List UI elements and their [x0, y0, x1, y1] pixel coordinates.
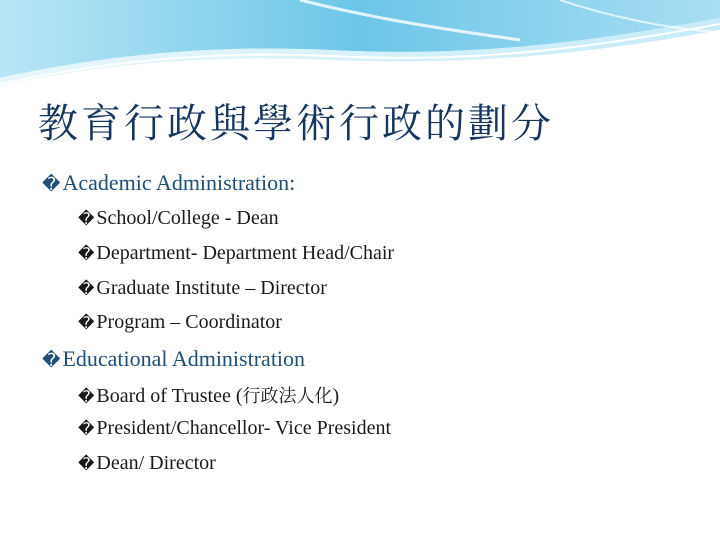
list-item — [78, 452, 216, 475]
list-item-text: President/Chancellor- Vice President — [96, 417, 392, 439]
list-item — [78, 277, 327, 300]
slide-title: 教育行政與學術行政的劃分 — [38, 101, 554, 147]
list-item-text: School/College - Dean — [96, 207, 279, 229]
header-wave-banner — [0, 0, 720, 90]
bullet-glyph: � — [42, 174, 61, 195]
list-item — [78, 417, 391, 440]
list-item — [78, 382, 339, 408]
section-heading-text: Academic Administration: — [62, 170, 296, 195]
board-close-paren: ) — [332, 385, 340, 407]
board-note: 行政法人化 — [242, 386, 333, 407]
list-item-text: Board of Trustee ( — [96, 385, 243, 407]
list-item — [78, 311, 282, 334]
bullet-glyph: � — [78, 419, 95, 438]
bullet-glyph: � — [78, 209, 95, 228]
bullet-glyph: � — [78, 244, 95, 263]
list-item-text: Department- Department Head/Chair — [96, 242, 395, 264]
section-heading-educational — [42, 346, 305, 372]
list-item — [78, 207, 279, 230]
list-item-text: Graduate Institute – Director — [96, 277, 327, 299]
bullet-glyph: � — [78, 387, 95, 406]
list-item-text: Dean/ Director — [96, 452, 216, 474]
list-item — [78, 242, 394, 265]
bullet-glyph: � — [78, 279, 95, 298]
section-heading-academic — [42, 170, 295, 196]
bullet-glyph: � — [78, 313, 95, 332]
section-heading-text: Educational Administration — [62, 346, 306, 371]
bullet-glyph: � — [42, 350, 61, 371]
bullet-glyph: � — [78, 454, 95, 473]
list-item-text: Program – Coordinator — [96, 311, 282, 333]
